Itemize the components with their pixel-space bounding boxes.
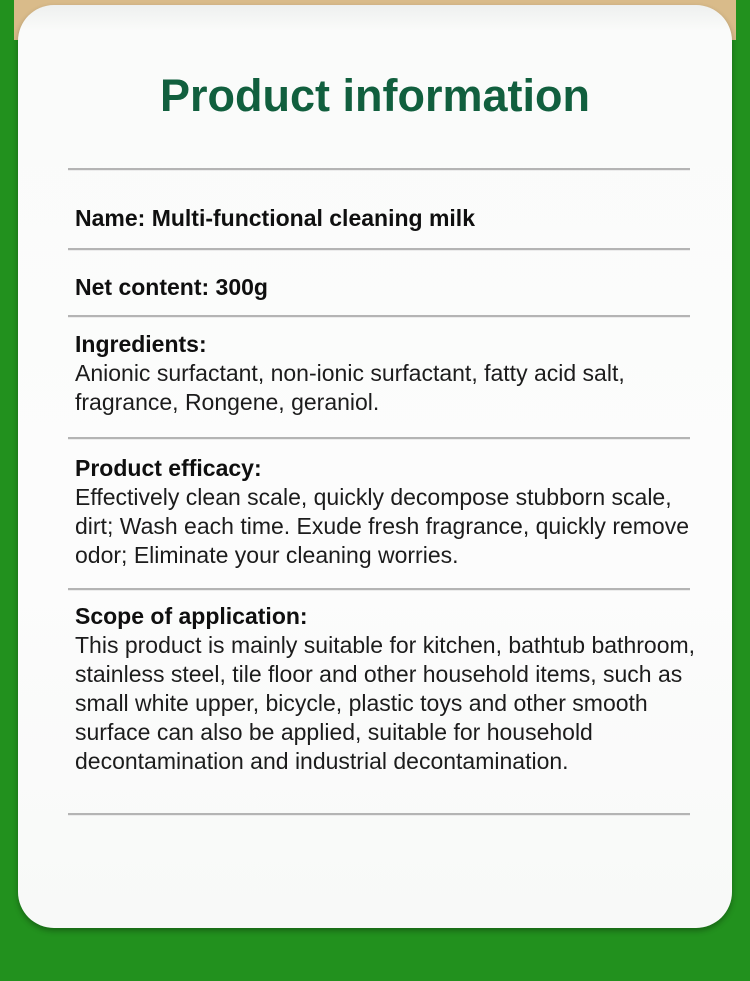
section-ingredients	[18, 317, 732, 437]
scope-heading: Scope of application:	[75, 603, 308, 629]
section-scope-of-application	[18, 590, 732, 813]
scope-body: This product is mainly suitable for kitchen, bathtub bathroom, stainless steel, tile floor and other household items, such as small white upper, bicycle, plastic toys and other smooth surface can also be applied, suitable for household decontamination and industrial decontamination.	[75, 632, 696, 774]
section-product-efficacy	[18, 439, 732, 588]
net-content-line: Net content: 300g	[75, 274, 268, 300]
section-name	[18, 170, 732, 248]
efficacy-body: Effectively clean scale, quickly decompose stubborn scale, dirt; Wash each time. Exude fresh fragrance, quickly remove odor; Eliminate your cleaning worries.	[75, 484, 690, 568]
efficacy-heading: Product efficacy:	[75, 455, 262, 481]
section-net-content	[18, 250, 732, 315]
ingredients-body: Anionic surfactant, non-ionic surfactant, fatty acid salt, fragrance, Rongene, geraniol.	[75, 360, 625, 415]
product-info-card	[18, 5, 732, 928]
name-line: Name: Multi-functional cleaning milk	[75, 205, 475, 231]
title-area	[18, 5, 732, 168]
card-footer-blank	[18, 815, 732, 928]
ingredients-heading: Ingredients:	[75, 331, 207, 357]
page-title: Product information	[160, 69, 590, 121]
